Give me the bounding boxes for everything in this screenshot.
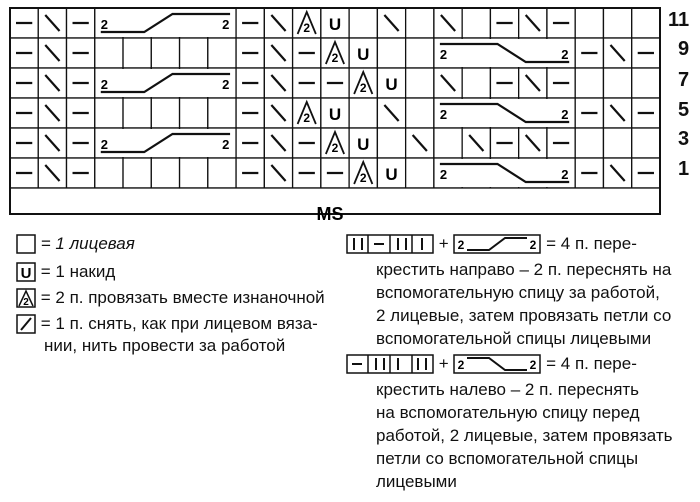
p2tog-number: 2 bbox=[331, 51, 339, 65]
legend-cross-left-line1: крестить налево – 2 п. переснять bbox=[376, 380, 640, 399]
chart-cell bbox=[575, 128, 603, 158]
p2tog-number: 2 bbox=[359, 171, 367, 185]
chart-cell bbox=[208, 98, 236, 128]
chart-cell bbox=[632, 8, 660, 38]
slip-stitch-icon bbox=[16, 314, 36, 334]
p2tog-number: 2 bbox=[303, 111, 311, 125]
chart-cell bbox=[462, 8, 490, 38]
row-number-7: 7 bbox=[678, 69, 690, 91]
legend-cross-right-desc bbox=[376, 258, 671, 350]
chart-cell bbox=[95, 38, 123, 68]
yarn-over-mark: U bbox=[328, 105, 342, 124]
p2tog-number: 2 bbox=[359, 81, 367, 95]
cable-number: 2 bbox=[222, 17, 230, 32]
cable-number: 2 bbox=[439, 107, 448, 122]
chart-cell bbox=[632, 68, 660, 98]
chart-cell bbox=[123, 158, 151, 188]
legend-slip-line2 bbox=[44, 334, 285, 356]
chart-cell bbox=[180, 38, 208, 68]
legend-plus-1: + bbox=[438, 234, 449, 254]
chart-cell bbox=[462, 68, 490, 98]
cable-number: 2 bbox=[439, 167, 448, 182]
row-number-11: 11 bbox=[668, 9, 690, 31]
chart-cell bbox=[603, 68, 631, 98]
cable-number: 2 bbox=[561, 107, 569, 122]
svg-text:2: 2 bbox=[458, 237, 465, 252]
chart-cell bbox=[180, 158, 208, 188]
chart-cell bbox=[151, 158, 179, 188]
legend-yo-text: = 1 накид bbox=[40, 262, 116, 282]
svg-text:2: 2 bbox=[458, 357, 465, 372]
chart-cell bbox=[406, 98, 434, 128]
chart-cell bbox=[95, 98, 123, 128]
chart-cell bbox=[349, 98, 377, 128]
chart-cell bbox=[377, 128, 405, 158]
chart-cell bbox=[575, 8, 603, 38]
row-number-1: 1 bbox=[678, 158, 690, 180]
legend-cross-right-line3: 2 лицевые, затем провязать петли со bbox=[376, 306, 672, 325]
chart-cell bbox=[95, 158, 123, 188]
svg-text:2: 2 bbox=[530, 357, 537, 372]
legend-slip bbox=[16, 312, 318, 334]
p2tog-number: 2 bbox=[303, 21, 311, 35]
legend-cross-left-line4: петли со вспомогательной спицы bbox=[376, 449, 639, 468]
yarn-over-mark: U bbox=[357, 45, 370, 64]
ms-label: MS bbox=[316, 204, 344, 224]
cable-number: 2 bbox=[100, 17, 109, 32]
yarn-over-mark: U bbox=[385, 165, 398, 184]
yarn-over-mark: U bbox=[357, 135, 370, 154]
chart-cell bbox=[406, 8, 434, 38]
svg-text:2: 2 bbox=[23, 296, 29, 308]
cable-number: 2 bbox=[439, 47, 448, 62]
cable-number: 2 bbox=[561, 167, 569, 182]
legend-cross-left-symbols bbox=[346, 352, 637, 374]
yarn-over-mark: U bbox=[328, 15, 342, 34]
legend-slip-text-1: = 1 п. снять, как при лицевом вяза- bbox=[40, 314, 318, 334]
cable-number: 2 bbox=[222, 77, 230, 92]
legend-knit bbox=[16, 232, 135, 254]
legend-knit-text: = 1 лицевая bbox=[40, 234, 135, 254]
p2tog-number: 2 bbox=[331, 141, 339, 155]
chart-cell bbox=[208, 158, 236, 188]
chart-cell bbox=[603, 128, 631, 158]
chart-cell bbox=[180, 98, 208, 128]
chart-cell bbox=[123, 38, 151, 68]
legend-cross-left-line3: работой, 2 лицевые, затем провязать bbox=[376, 426, 673, 445]
yarn-over-mark: U bbox=[385, 75, 398, 94]
chart-cell bbox=[151, 98, 179, 128]
cable-number: 2 bbox=[222, 137, 230, 152]
chart-cell bbox=[123, 98, 151, 128]
row-number-9: 9 bbox=[678, 38, 690, 60]
legend-plus-2: + bbox=[438, 354, 449, 374]
knit-symbol-icon bbox=[16, 234, 36, 254]
chart-cell bbox=[632, 128, 660, 158]
legend-yo bbox=[16, 260, 115, 282]
chart-cell bbox=[575, 68, 603, 98]
legend-p2tog bbox=[16, 286, 325, 308]
chart-cell bbox=[406, 68, 434, 98]
legend-cross-right-line1: крестить направо – 2 п. переснять на bbox=[376, 260, 672, 279]
legend-p2tog-text: = 2 п. провязать вместе изнаночной bbox=[40, 288, 325, 308]
yarn-over-icon bbox=[16, 262, 36, 282]
cable-number: 2 bbox=[100, 137, 109, 152]
chart-cell bbox=[406, 38, 434, 68]
chart-cell bbox=[208, 38, 236, 68]
legend-cross-left-desc bbox=[376, 378, 672, 493]
chart-cell bbox=[349, 8, 377, 38]
legend-cross-right-title: = 4 п. пере- bbox=[546, 234, 637, 254]
cable-cross-left-icon bbox=[453, 354, 541, 374]
chart-cell bbox=[151, 38, 179, 68]
legend-cross-left-line5: лицевыми bbox=[376, 472, 457, 491]
purl-cables-left-icon bbox=[346, 354, 434, 374]
legend-cross-right-line2: вспомогательную спицу за работой, bbox=[376, 283, 660, 302]
chart-cell bbox=[377, 38, 405, 68]
legend-cross-left-title: = 4 п. пере- bbox=[546, 354, 637, 374]
row-number-5: 5 bbox=[678, 99, 690, 121]
svg-text:U: U bbox=[20, 264, 32, 282]
purl-cables-right-icon bbox=[346, 234, 434, 254]
legend-slip-text-2: нии, нить провести за работой bbox=[44, 336, 286, 356]
legend-cross-left-line2: на вспомогательную спицу перед bbox=[376, 403, 640, 422]
svg-text:2: 2 bbox=[530, 237, 537, 252]
row-number-3: 3 bbox=[678, 128, 690, 150]
cable-number: 2 bbox=[561, 47, 569, 62]
legend-cross-right-line4: вспомогательной спицы лицевыми bbox=[376, 329, 652, 348]
chart-cell bbox=[603, 8, 631, 38]
cable-cross-right-icon bbox=[453, 234, 541, 254]
chart-cell bbox=[434, 128, 462, 158]
legend-cross-right-symbols bbox=[346, 232, 637, 254]
chart-cell bbox=[406, 158, 434, 188]
purl-two-together-icon bbox=[16, 288, 36, 308]
cable-number: 2 bbox=[100, 77, 109, 92]
